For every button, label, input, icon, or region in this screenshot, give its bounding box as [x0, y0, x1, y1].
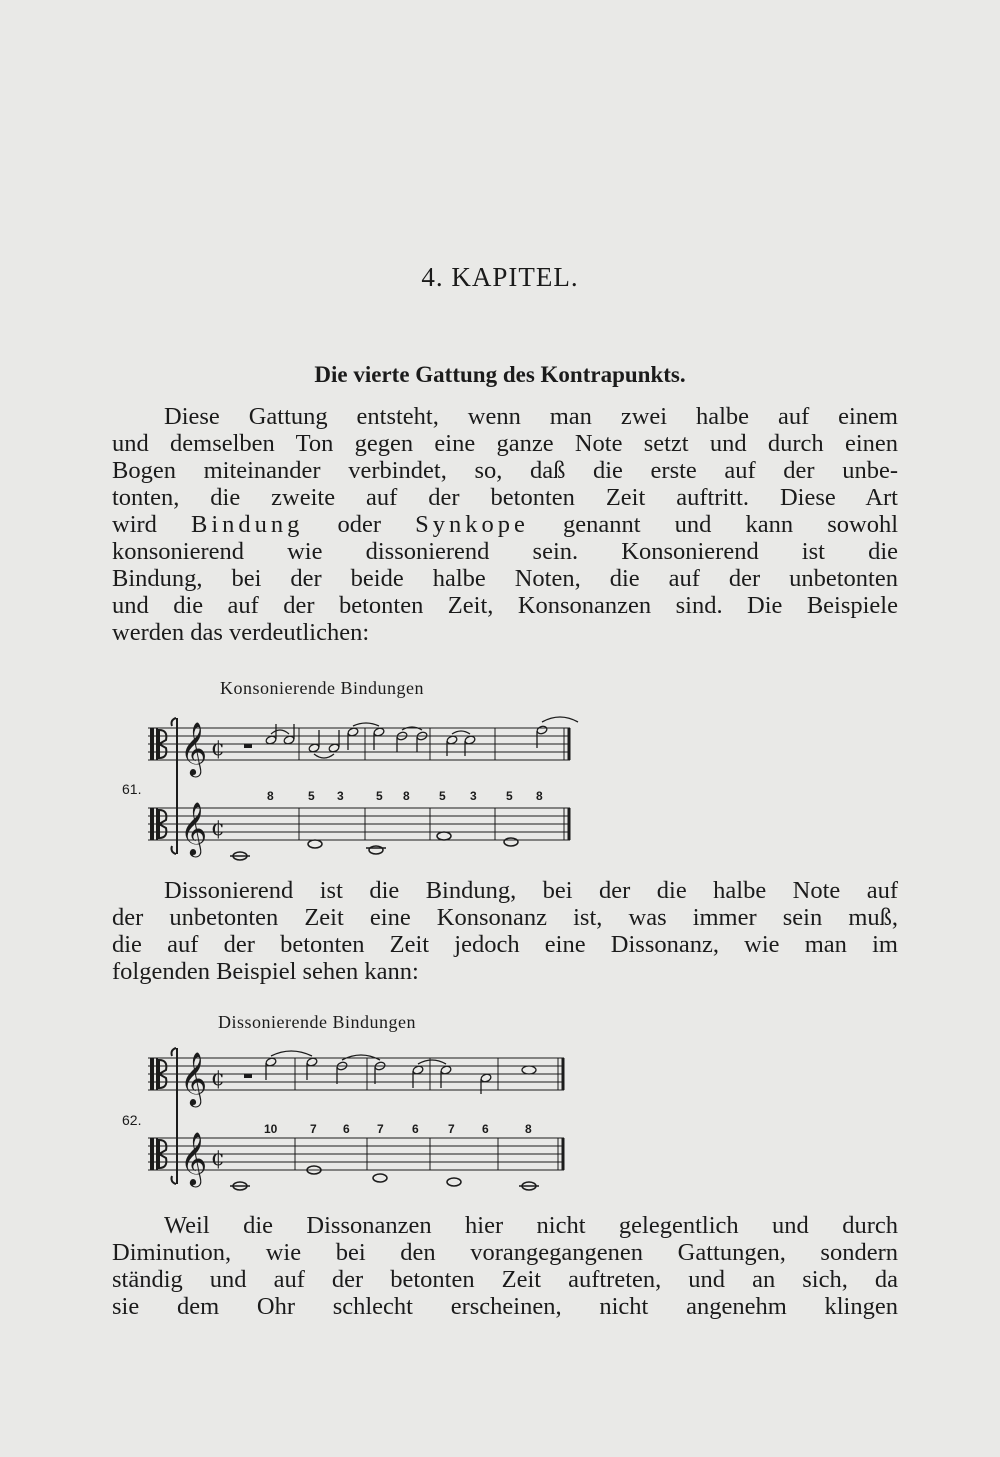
- interval-figure: 3: [337, 789, 344, 803]
- half-rest-icon: [244, 1074, 252, 1078]
- text-line: Bogen miteinander verbindet, so, daß die erste auf der unbe-: [112, 457, 898, 484]
- text-line: sie dem Ohr schlecht erscheinen, nicht angenehm klingen: [112, 1293, 898, 1320]
- brace-bottom: [172, 1176, 177, 1184]
- interval-figure: 5: [439, 789, 446, 803]
- example-number: 62.: [122, 1112, 142, 1128]
- text-line: konsonierend wie dissonierend sein. Konsonierend ist die: [112, 538, 898, 565]
- text-line: Diminution, wie bei den vorangegangenen Gattungen, sondern: [112, 1239, 898, 1266]
- cantus-firmus-notes: [230, 832, 518, 860]
- term-bindung: Bindung: [191, 511, 304, 538]
- time-signature: ¢: [211, 1066, 225, 1091]
- paragraph-conclusion: [112, 1212, 898, 1320]
- time-signature: ¢: [211, 1146, 225, 1171]
- text-line: und die auf der betonten Zeit, Konsonanzen sind. Die Beispiele: [112, 592, 898, 619]
- treble-clef-icon: 𝄞: [180, 1051, 208, 1105]
- interval-figure: 5: [308, 789, 315, 803]
- time-signature: ¢: [211, 736, 225, 761]
- brace-bottom: [172, 846, 177, 854]
- text-line: und demselben Ton gegen eine ganze Note setzt und durch einen: [112, 430, 898, 457]
- brace-top: [172, 718, 177, 726]
- text-line: Diese Gattung entsteht, wenn man zwei halbe auf einem: [164, 403, 898, 430]
- brace-top: [172, 1048, 177, 1056]
- example-number: 61.: [122, 781, 142, 797]
- interval-figure: 10: [264, 1122, 278, 1136]
- paragraph-intro: [112, 403, 898, 646]
- music-example-62: [140, 1042, 570, 1192]
- text-line: Dissonierend ist die Bindung, bei der die halbe Note auf: [164, 877, 898, 904]
- interval-figure: 6: [343, 1122, 350, 1136]
- text-line: Bindung, bei der beide halbe Noten, die auf der unbetonten: [112, 565, 898, 592]
- text-word: genannt und kann sowohl: [563, 511, 898, 538]
- interval-figure: 7: [377, 1122, 384, 1136]
- example-caption: Dissonierende Bindungen: [218, 1012, 416, 1032]
- interval-figure: 6: [412, 1122, 419, 1136]
- interval-figure: 7: [310, 1122, 317, 1136]
- text-word: wird: [112, 511, 157, 538]
- text-line: der unbetonten Zeit eine Konsonanz ist, was immer sein muß,: [112, 904, 898, 931]
- half-rest-icon: [244, 744, 252, 748]
- interval-figure: 6: [482, 1122, 489, 1136]
- text-line: tonten, die zweite auf der betonten Zeit auftritt. Diese Art: [112, 484, 898, 511]
- text-line: die auf der betonten Zeit jedoch eine Dissonanz, wie man im: [112, 931, 898, 958]
- text-line: folgenden Beispiel sehen kann:: [112, 958, 419, 985]
- treble-clef-icon: 𝄞: [180, 1131, 208, 1185]
- interval-figure: 8: [536, 789, 543, 803]
- paragraph-dissonant: [112, 877, 898, 985]
- chapter-heading: 4. KAPITEL.: [421, 262, 579, 292]
- interval-figure: 8: [267, 789, 274, 803]
- text-line: ständig und auf der betonten Zeit auftreten, und an sich, da: [112, 1266, 898, 1293]
- interval-figure: 7: [448, 1122, 455, 1136]
- treble-clef-icon: 𝄞: [180, 801, 208, 855]
- interval-figure: 5: [376, 789, 383, 803]
- treble-clef-icon: 𝄞: [180, 721, 208, 775]
- interval-figure: 3: [470, 789, 477, 803]
- section-title: Die vierte Gattung des Kontrapunkts.: [314, 362, 686, 387]
- music-example-61: [140, 712, 580, 862]
- text-line: Weil die Dissonanzen hier nicht gelegentlich und durch: [164, 1212, 898, 1239]
- text-line: werden das verdeutlichen:: [112, 619, 370, 646]
- upper-voice-notes: [265, 1051, 536, 1094]
- example-caption: Konsonierende Bindungen: [220, 678, 424, 698]
- interval-figure: 8: [525, 1122, 532, 1136]
- term-synkope: Synkope: [415, 511, 529, 538]
- text-line: [112, 511, 898, 538]
- interval-figure: 5: [506, 789, 513, 803]
- text-word: oder: [337, 511, 382, 538]
- time-signature: ¢: [211, 816, 225, 841]
- interval-figure: 8: [403, 789, 410, 803]
